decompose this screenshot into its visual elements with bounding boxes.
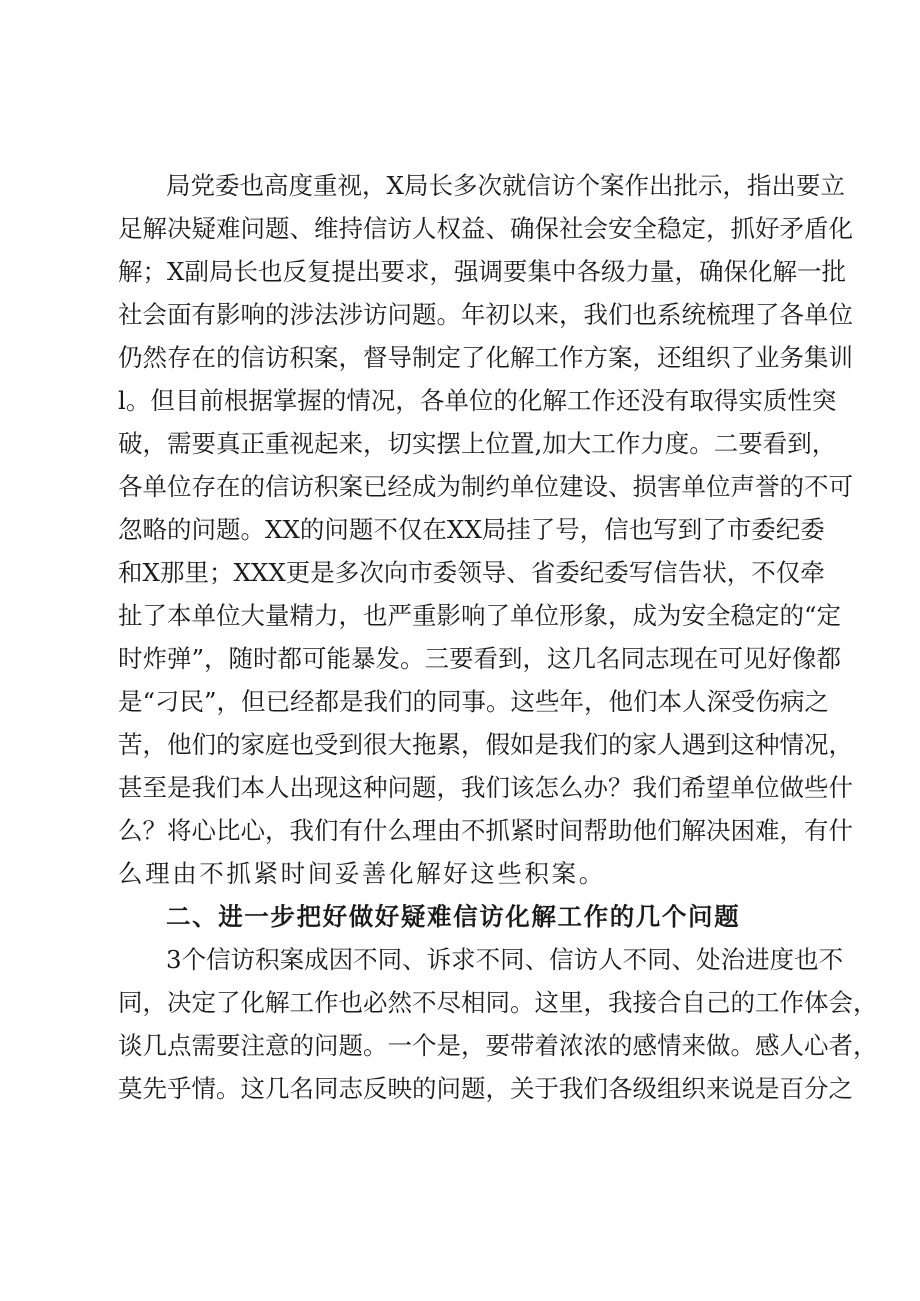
- paragraph-2-line-2: 同，决定了化解工作也必然不尽相同。这里，我接合自己的工作体会，: [118, 988, 878, 1017]
- paragraph-2-line-1: 3个信访积案成因不同、诉求不同、信访人不同、处治进度也不: [166, 945, 844, 974]
- paragraph-1-line-5: 仍然存在的信访积案，督导制定了化解工作方案，还组织了业务集训: [118, 343, 853, 372]
- paragraph-1-line-10: 和X那里；XXX更是多次向市委领导、省委纪委写信告状，不仅牵: [118, 558, 825, 587]
- paragraph-1-line-1: 局党委也高度重视，X局长多次就信访个案作出批示，指出要立: [166, 171, 845, 200]
- section-heading: 二、进一步把好做好疑难信访化解工作的几个问题: [166, 902, 741, 931]
- paragraph-1-line-8: 各单位存在的信访积案已经成为制约单位建设、损害单位声誉的不可: [118, 472, 853, 501]
- paragraph-1-line-4: 社会面有影响的涉法涉访问题。年初以来，我们也系统梳理了各单位: [118, 300, 853, 329]
- paragraph-1-line-17: 么理由不抓紧时间妥善化解好这些积案。: [118, 859, 606, 888]
- paragraph-1-line-6: l。但目前根据掌握的情况，各单位的化解工作还没有取得实质性突: [118, 386, 837, 415]
- paragraph-1-line-3: 解；X副局长也反复提出要求，强调要集中各级力量，确保化解一批: [118, 257, 846, 286]
- paragraph-1-line-14: 苦，他们的家庭也受到很大拖累，假如是我们的家人遇到这种情况，: [118, 730, 853, 759]
- paragraph-1-line-9: 忽略的问题。XX的问题不仅在XX局挂了号，信也写到了市委纪委: [118, 515, 825, 544]
- paragraph-1-line-12: 时炸弹”，随时都可能暴发。三要看到，这几名同志现在可见好像都: [118, 644, 842, 673]
- paragraph-2-line-3: 谈几点需要注意的问题。一个是，要带着浓浓的感情来做。感人心者，: [118, 1031, 878, 1060]
- paragraph-1-line-15: 甚至是我们本人出现这种问题，我们该怎么办？我们希望单位做些什: [118, 773, 853, 802]
- paragraph-1-line-16: 么？将心比心，我们有什么理由不抓紧时间帮助他们解决困难，有什: [118, 816, 853, 845]
- paragraph-1-line-11: 扯了本单位大量精力，也严重影响了单位形象，成为安全稳定的“定: [118, 601, 842, 630]
- paragraph-1-line-7: 破，需要真正重视起来，切实摆上位置,加大工作力度。二要看到，: [118, 429, 837, 458]
- paragraph-1-line-13: 是“刁民”，但已经都是我们的同事。这些年，他们本人深受伤病之: [118, 687, 830, 716]
- paragraph-1-line-2: 足解决疑难问题、维持信访人权益、确保社会安全稳定，抓好矛盾化: [118, 214, 853, 243]
- paragraph-2-line-4: 莫先乎情。这几名同志反映的问题，关于我们各级组织来说是百分之: [118, 1074, 853, 1103]
